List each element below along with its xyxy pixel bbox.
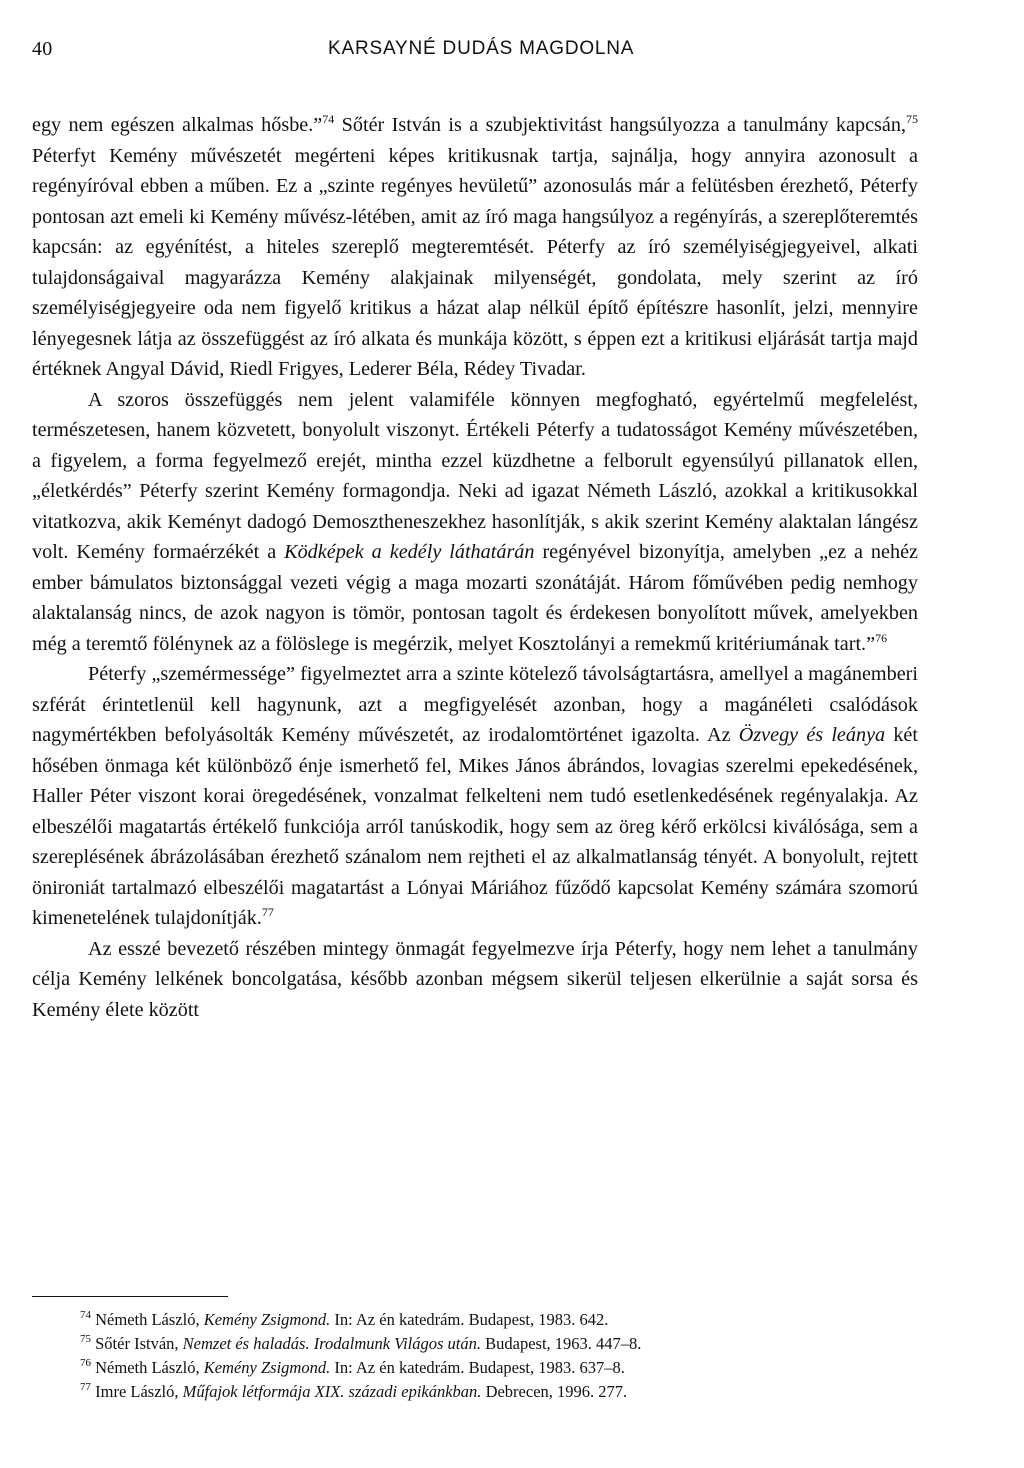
footnote-title: Nemzet és haladás. Irodalmunk Világos után. xyxy=(182,1334,482,1353)
paragraph-1-text-b: Sőtér István is a szubjektivitást hangsúlyozza a tanulmány kapcsán, xyxy=(334,114,906,136)
work-title-ozvegy: Özvegy és leánya xyxy=(738,724,886,746)
running-head xyxy=(32,38,964,68)
footnote-ref-74: 74 xyxy=(322,112,335,126)
paragraph-2-text-b: regényével bizonyítja, amelyben „ez a nehéz ember bámulatos biztonsággal vezeti végig a maga mozarti szonátáját. Három főművében pedig nemhogy alaktalanság nincs, de azok nagyon is tömör, pontosan tagolt és érdekesen bonyolított művek, amelyekben még a teremtő fölénynek az a fölöslege is megérzik, melyet Kosztolányi a remekmű kritériumának tart.” xyxy=(32,541,918,655)
footnote-divider xyxy=(32,1296,228,1297)
footnote-title: Kemény Zsigmond. xyxy=(203,1358,331,1377)
paragraph-2 xyxy=(32,385,918,660)
footnote-author: Imre László, xyxy=(91,1382,183,1401)
paragraph-3 xyxy=(32,659,918,934)
paragraph-3-text-b: két hősében önmaga két különböző énje ismerhető fel, Mikes János ábrándos, lovagias szerelmi epekedésének, Haller Péter viszont korai öregedésének, vonzalmat felkelteni nem tudó esetlenkedésének regényalakja. Az elbeszélői magatartás értékelő funkciója arról tanúskodik, hogy sem az öreg kérő erkölcsi kiválósága, sem a szereplésének ábrázolásában érezhető szánalom nem rejtheti el az alkalmatlanság tényét. A bonyolult, rejtett önironiát tartalmazó elbeszélői magatartást a Lónyai Máriához fűződő kapcsolat Kemény számára szomorú kimenetelének tulajdonítják. xyxy=(32,724,918,929)
footnote-author: Németh László, xyxy=(91,1310,204,1329)
footnote-ref-75: 75 xyxy=(906,112,918,126)
footnote-ref-77: 77 xyxy=(261,905,274,919)
running-title: KARSAYNÉ DUDÁS MAGDOLNA xyxy=(328,38,635,59)
body-text xyxy=(32,110,918,1025)
footnote-source: In: Az én katedrám. Budapest, 1983. 637–8. xyxy=(330,1358,625,1377)
footnote-source: Debrecen, 1996. 277. xyxy=(481,1382,628,1401)
footnote-number: 75 xyxy=(80,1333,91,1345)
footnote-title: Műfajok létformája XIX. századi epikánkban. xyxy=(182,1382,482,1401)
footnote xyxy=(80,1380,940,1404)
footnote-source: In: Az én katedrám. Budapest, 1983. 642. xyxy=(330,1310,609,1329)
footnotes xyxy=(80,1308,940,1404)
work-title-kodkepek: Ködképek a kedély láthatárán xyxy=(284,541,535,563)
footnote-number: 76 xyxy=(80,1357,91,1369)
paragraph-4-text: Az esszé bevezető részében mintegy önmagát fegyelmezve írja Péterfy, hogy nem lehet a tanulmány célja Kemény lelkének boncolgatása, később azonban mégsem sikerül teljesen elkerülnie a saját sorsa és Kemény élete között xyxy=(32,937,918,1021)
paragraph-3-text-a: Péterfy „szemérmessége” figyelmeztet arra a szinte kötelező távolságtartásra, amellyel a magánemberi szférát érintetlenül kell hagynunk, azt a megfigyelését azonban, hogy a magánéleti csalódások nagymértékben befolyásolták Kemény művészetét, az irodalomtörténet igazolta. Az xyxy=(32,663,918,746)
paragraph-2-text-a: A szoros összefüggés nem jelent valamiféle könnyen megfogható, egyértelmű megfelelést, természetesen, hanem közvetett, bonyolult viszonyt. Értékeli Péterfy a tudatosságot Kemény művészetében, a figyelem, a forma fegyelmező erejét, mintha ezzel küzdhetne a felborult egyensúlyú pillanatok ellen, „életkérdés” Péterfy szerint Kemény formagondja. Neki ad igazat Németh László, azokkal a kritikusokkal vitatkozva, akik Keményt dadogó Demosztheneszekhez hasonlítják, s akik szerint Kemény alaktalan lángész volt. Kemény formaérzékét a xyxy=(32,388,918,563)
paragraph-1-text-c: Péterfyt Kemény művészetét megérteni képes kritikusnak tartja, sajnálja, hogy annyira azonosult a regényíróval ebben a műben. Ez a „szinte regényes hevületű” azonosulás már a felütésben érezhető, Péterfy pontosan azt emeli ki Kemény művész-létében, amit az író maga hangsúlyoz a regényírás, a szereplőteremtés kapcsán: az egyénítést, a hiteles szereplő megteremtését. Péterfy az író személyiségjegyeivel, alkati tulajdonságaival magyarázza Kemény alakjainak milyenségét, gondolata, mely szerint az író személyiségjegyeire oda nem figyelő kritikus a házat alap nélkül építő építészre hasonlít, jelzi, mennyire lényegesnek látja az összefüggést az író alkata és munkája között, s éppen ezt a kritikusi eljárását tartja majd értéknek Angyal Dávid, Riedl Frigyes, Lederer Béla, Rédey Tivadar. xyxy=(32,144,918,380)
footnote xyxy=(80,1308,940,1332)
footnote-source: Budapest, 1963. 447–8. xyxy=(481,1334,642,1353)
footnote xyxy=(80,1356,940,1380)
footnote-ref-76: 76 xyxy=(875,630,888,645)
paragraph-4 xyxy=(32,934,918,1026)
footnote xyxy=(80,1332,940,1356)
paragraph-1-text-a: egy nem egészen alkalmas hősbe.” xyxy=(32,114,323,136)
footnote-number: 74 xyxy=(80,1309,91,1321)
paragraph-1 xyxy=(32,110,918,385)
footnote-author: Németh László, xyxy=(91,1358,204,1377)
footnote-number: 77 xyxy=(80,1381,91,1393)
page-number: 40 xyxy=(32,38,53,60)
footnote-title: Kemény Zsigmond. xyxy=(203,1310,331,1329)
footnote-author: Sőtér István, xyxy=(91,1334,183,1353)
